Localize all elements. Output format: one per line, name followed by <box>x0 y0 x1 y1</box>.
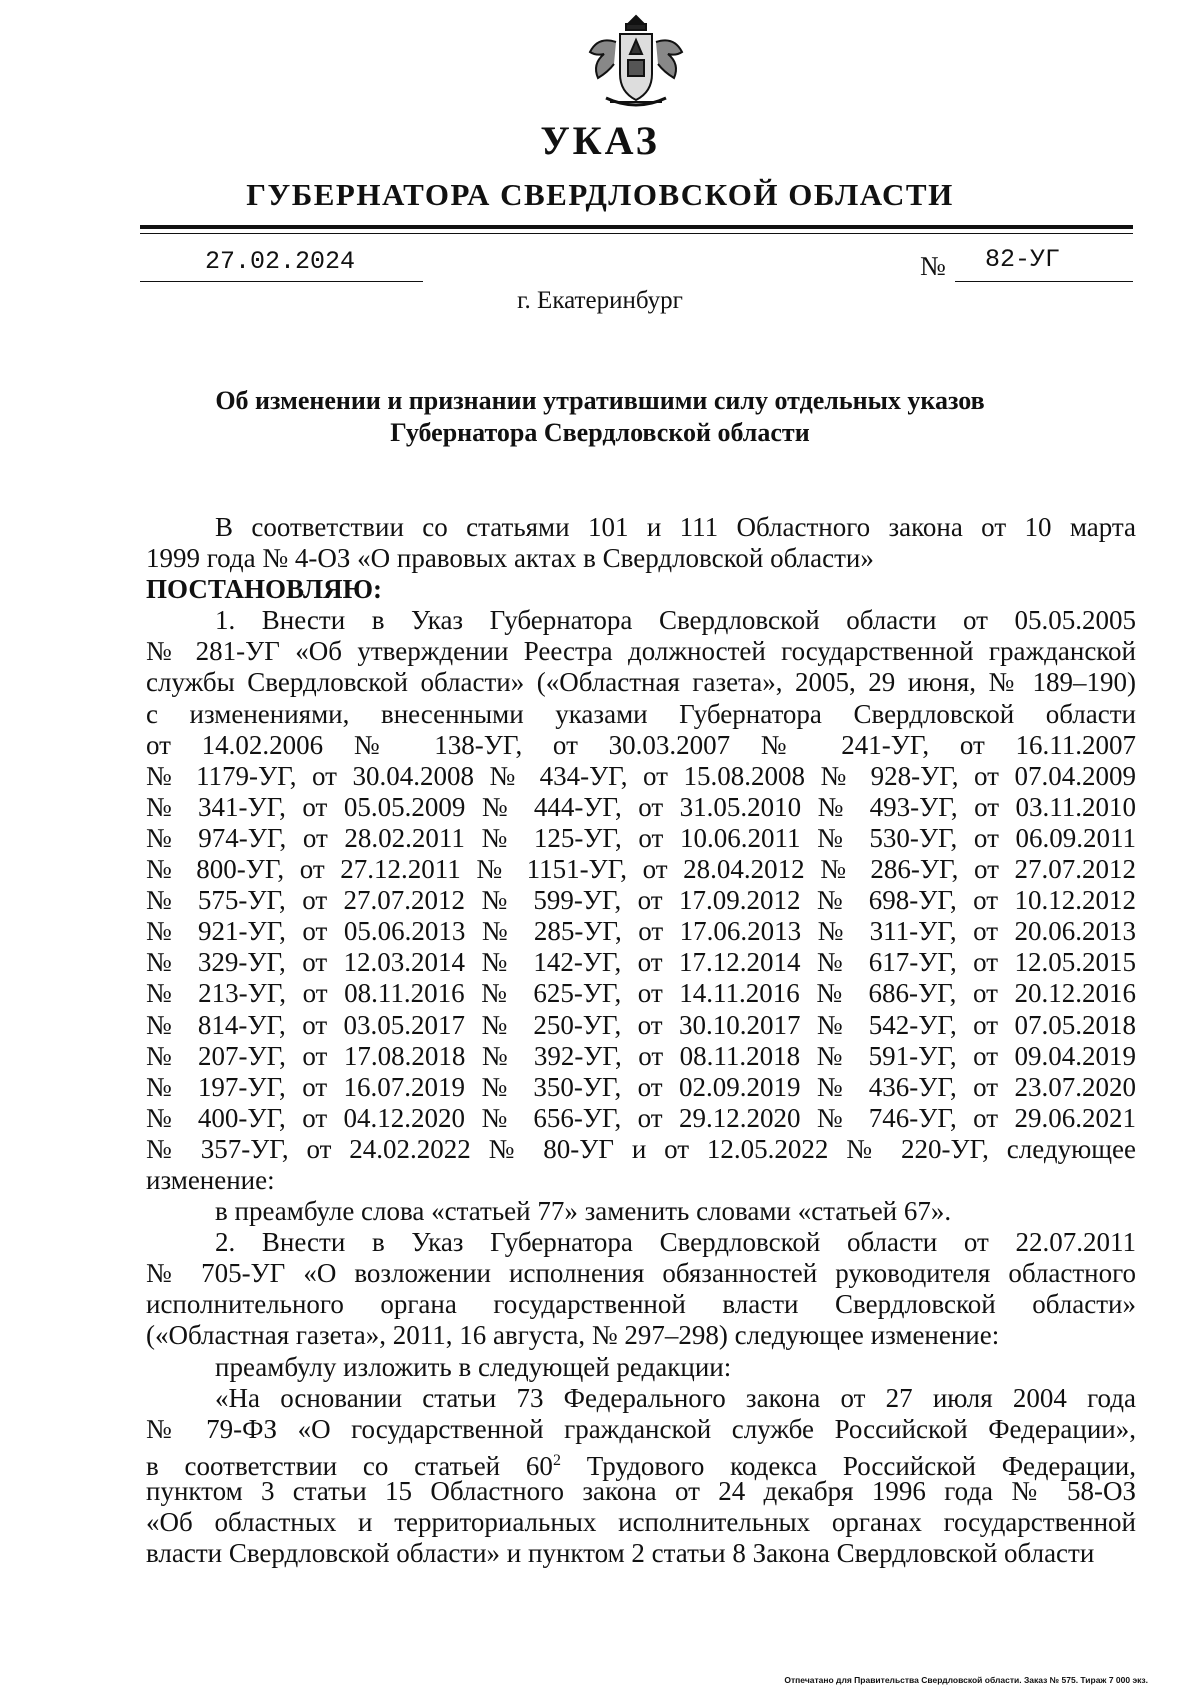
body-line: № 197-УГ, от 16.07.2019 № 350-УГ, от 02.09.2019 № 436-УГ, от 23.07.2020 <box>146 1071 1136 1102</box>
body-line: № 1179-УГ, от 30.04.2008 № 434-УГ, от 15.08.2008 № 928-УГ, от 07.04.2009 <box>146 760 1136 791</box>
number-underline <box>955 281 1133 282</box>
body-line: № 207-УГ, от 17.08.2018 № 392-УГ, от 08.11.2018 № 591-УГ, от 09.04.2019 <box>146 1040 1136 1071</box>
body-line: № 814-УГ, от 03.05.2017 № 250-УГ, от 30.10.2017 № 542-УГ, от 07.05.2018 <box>146 1009 1136 1040</box>
body-line <box>146 1445 1136 1481</box>
body-line: службы Свердловской области» («Областная газета», 2005, 29 июня, № 189–190) <box>146 667 1136 698</box>
date-underline <box>140 281 423 282</box>
decree-number: 82-УГ <box>985 245 1061 274</box>
body-line: В соответствии со статьями 101 и 111 Областного закона от 10 марта <box>215 512 1136 542</box>
body-line: 2. Внести в Указ Губернатора Свердловской области от 22.07.2011 <box>215 1227 1136 1258</box>
decree-issuer: ГУБЕРНАТОРА СВЕРДЛОВСКОЙ ОБЛАСТИ <box>246 177 954 212</box>
decree-date: 27.02.2024 <box>205 247 356 276</box>
print-note-footer: Отпечатано для Правительства Свердловской области. Заказ № 575. Тираж 7 000 экз. <box>784 1675 1148 1685</box>
body-line: № 575-УГ, от 27.07.2012 № 599-УГ, от 17.09.2012 № 698-УГ, от 10.12.2012 <box>146 885 1136 916</box>
header-thin-divider <box>140 233 1133 234</box>
body-line: № 400-УГ, от 04.12.2020 № 656-УГ, от 29.12.2020 № 746-УГ, от 29.06.2021 <box>146 1102 1136 1133</box>
header-thick-divider <box>140 225 1133 229</box>
body-line-part: Трудового кодекса Российской Федерации, <box>560 1450 1136 1481</box>
body-line: № 974-УГ, от 28.02.2011 № 125-УГ, от 10.06.2011 № 530-УГ, от 06.09.2011 <box>146 822 1136 853</box>
body-line: № 357-УГ, от 24.02.2022 № 80-УГ и от 12.05.2022 № 220-УГ, следующее <box>146 1133 1136 1164</box>
body-line: пунктом 3 статьи 15 Областного закона от 24 декабря 1996 года № 58-ОЗ <box>146 1475 1136 1506</box>
body-line: изменение: <box>146 1164 275 1195</box>
number-sign: № <box>920 251 946 281</box>
decree-title: УКАЗ <box>540 118 660 163</box>
body-line: с изменениями, внесенными указами Губернатора Свердловской области <box>146 698 1136 729</box>
body-line: в преамбуле слова «статьей 77» заменить словами «статьей 67». <box>215 1196 952 1227</box>
body-line: («Областная газета», 2011, 16 августа, № 297–298) следующее изменение: <box>146 1320 1000 1351</box>
body-line: № 79-ФЗ «О государственной гражданской службе Российской Федерации», <box>146 1413 1136 1444</box>
resolve-word: ПОСТАНОВЛЯЮ: <box>146 574 382 605</box>
coat-of-arms-emblem <box>576 12 696 112</box>
heading-line: Губернатора Свердловской области <box>390 418 810 447</box>
decree-body <box>146 512 1136 1569</box>
body-line: преамбулу изложить в следующей редакции: <box>215 1351 732 1382</box>
heading-line: Об изменении и признании утратившими силу отдельных указов <box>215 386 985 415</box>
body-line-part: в соответствии со статьей 60 <box>146 1450 553 1481</box>
body-line: № 329-УГ, от 12.03.2014 № 142-УГ, от 17.12.2014 № 617-УГ, от 12.05.2015 <box>146 947 1136 978</box>
body-line: власти Свердловской области» и пунктом 2 статьи 8 Закона Свердловской области <box>146 1538 1095 1569</box>
body-line: «На основании статьи 73 Федерального закона от 27 июля 2004 года <box>215 1382 1136 1413</box>
body-line: 1999 года № 4-ОЗ «О правовых актах в Свердловской области» <box>146 543 874 574</box>
body-line: № 213-УГ, от 08.11.2016 № 625-УГ, от 14.11.2016 № 686-УГ, от 20.12.2016 <box>146 978 1136 1009</box>
body-line: № 281-УГ «Об утверждении Реестра должностей государственной гражданской <box>146 636 1136 667</box>
body-line: 1. Внести в Указ Губернатора Свердловской области от 05.05.2005 <box>215 605 1136 636</box>
superscript-2: 2 <box>552 1451 561 1469</box>
body-line: № 341-УГ, от 05.05.2009 № 444-УГ, от 31.05.2010 № 493-УГ, от 03.11.2010 <box>146 791 1136 822</box>
body-line: № 800-УГ, от 27.12.2011 № 1151-УГ, от 28.04.2012 № 286-УГ, от 27.07.2012 <box>146 854 1136 885</box>
body-line: «Об областных и территориальных исполнительных органах государственной <box>146 1507 1136 1537</box>
body-line: № 921-УГ, от 05.06.2013 № 285-УГ, от 17.06.2013 № 311-УГ, от 20.06.2013 <box>146 916 1136 947</box>
body-line: № 705-УГ «О возложении исполнения обязанностей руководителя областного <box>146 1258 1136 1289</box>
body-line: от 14.02.2006 № 138-УГ, от 30.03.2007 № 241-УГ, от 16.11.2007 <box>146 729 1136 760</box>
decree-heading <box>0 385 1200 449</box>
body-line: исполнительного органа государственной власти Свердловской области» <box>146 1289 1136 1320</box>
city-line: г. Екатеринбург <box>517 287 683 314</box>
